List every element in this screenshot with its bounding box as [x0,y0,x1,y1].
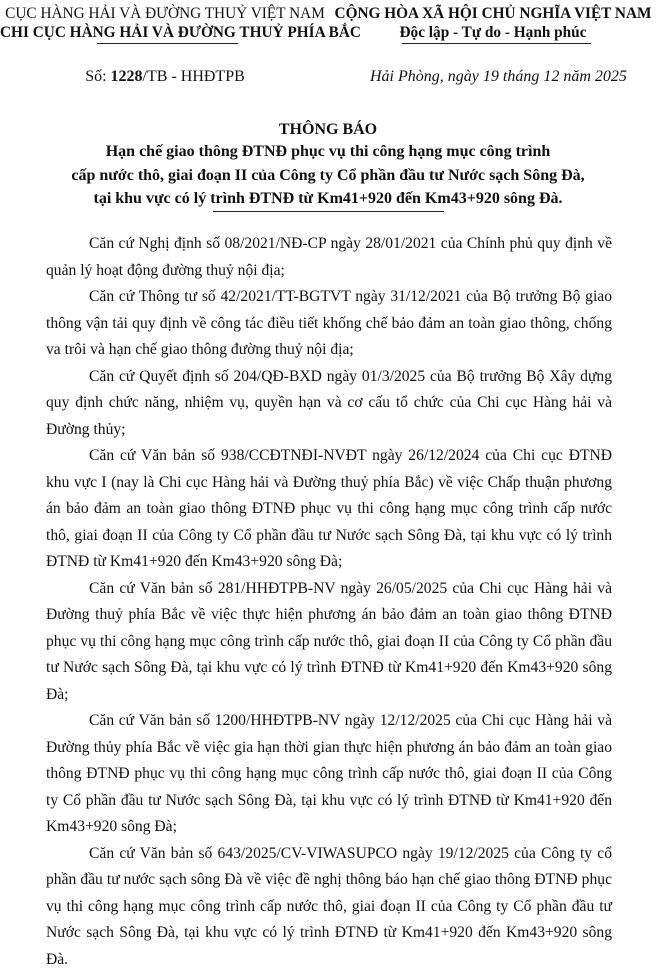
legal-basis-paragraph: Căn cứ Quyết định số 204/QĐ-BXD ngày 01/3/2025 của Bộ trưởng Bộ Xây dựng quy định chức năng, nhiệm vụ, quyền hạn và cơ cấu tổ chức của Chi cục Hàng hải và Đường thủy; [46,364,612,444]
agency-underline [97,43,238,44]
legal-basis-paragraph: Căn cứ Văn bản số 281/HHĐTPB-NV ngày 26/05/2025 của Chi cục Hàng hải và Đường thuỷ phía Bắc về việc thực hiện phương án bảo đảm an toàn giao thông ĐTNĐ phục vụ thi công hạng mục công trình cấp nước thô, giai đoạn II của Công ty Cổ phần đầu tư Nước sạch Sông Đà, tại khu vực có lý trình ĐTNĐ từ Km41+920 đến Km43+920 sông Đà; [46,576,612,709]
legal-basis-paragraph: Căn cứ Văn bản số 1200/HHĐTPB-NV ngày 12/12/2025 của Chi cục Hàng hải và Đường thủy phía Bắc về việc gia hạn thời gian thực hiện phương án bảo đảm an toàn giao thông ĐTNĐ phục vụ thi công hạng mục công trình cấp nước thô, giai đoạn II của Công ty Cổ phần đầu tư Nước sạch Sông Đà, tại khu vực có lý trình ĐTNĐ từ Km41+920 đến Km43+920 sông Đà; [46,708,612,841]
notice-subject-line: tại khu vực có lý trình ĐTNĐ từ Km41+920 đến Km43+920 sông Đà. [0,187,656,211]
legal-basis-paragraph: Căn cứ Thông tư số 42/2021/TT-BGTVT ngày 31/12/2021 của Bộ trưởng Bộ giao thông vận tải quy định về công tác điều tiết khống chế bảo đảm an toàn giao thông, chống va trôi và hạn chế giao thông đường thuỷ nội địa; [46,284,612,364]
place-date: Hải Phòng, ngày 19 tháng 12 năm 2025 [370,67,656,86]
notice-subject-line: cấp nước thô, giai đoạn II của Công ty Cổ phần đầu tư Nước sạch Sông Đà, [0,164,656,188]
national-motto: Độc lập - Tự do - Hạnh phúc [330,23,656,42]
legal-basis-paragraph: Căn cứ Văn bản số 938/CCĐTNĐI-NVĐT ngày 26/12/2024 của Chi cục ĐTNĐ khu vực I (nay là Chi cục Hàng hải và Đường thuỷ phía Bắc) về việc Chấp thuận phương án bảo đảm an toàn giao thông ĐTNĐ phục vụ thi công hạng mục công trình cấp nước thô, giai đoạn II của Công ty Cổ phần đầu tư Nước sạch Sông Đà, tại khu vực có lý trình ĐTNĐ từ Km41+920 đến Km43+920 sông Đà; [46,443,612,576]
notice-body [46,231,612,973]
notice-subject-line: Hạn chế giao thông ĐTNĐ phục vụ thi công hạng mục công trình [0,140,656,164]
doc-number-value: 1228 [111,68,143,85]
motto-underline [402,43,591,44]
notice-heading: THÔNG BÁO [0,120,656,140]
country-name: CỘNG HÒA XÃ HỘI CHỦ NGHĨA VIỆT NAM [330,4,656,23]
legal-basis-paragraph: Căn cứ Văn bản số 643/2025/CV-VIWASUPCO ngày 19/12/2025 của Công ty cổ phần đầu tư nước sạch sông Đà về việc đề nghị thông báo hạn chế giao thông ĐTNĐ phục vụ thi công hạng mục công trình cấp nước thô, giai đoạn II của Công ty Cổ phần đầu tư Nước sạch Sông Đà, tại khu vực có lý trình ĐTNĐ từ Km41+920 đến Km43+920 sông Đà. [46,841,612,973]
doc-number-suffix: /TB - HHĐTPB [143,68,245,85]
parent-agency-name: CỤC HÀNG HẢI VÀ ĐƯỜNG THUỶ VIỆT NAM [0,4,330,23]
legal-basis-paragraph: Căn cứ Nghị định số 08/2021/NĐ-CP ngày 28/01/2021 của Chính phủ quy định về quản lý hoạt động đường thuỷ nội địa; [46,231,612,284]
title-underline [213,211,444,212]
notice-title-block [0,120,656,211]
document-number [0,67,330,86]
agency-name: CHI CỤC HÀNG HẢI VÀ ĐƯỜNG THUỶ PHÍA BẮC [0,23,330,42]
doc-number-prefix: Số: [85,68,110,85]
